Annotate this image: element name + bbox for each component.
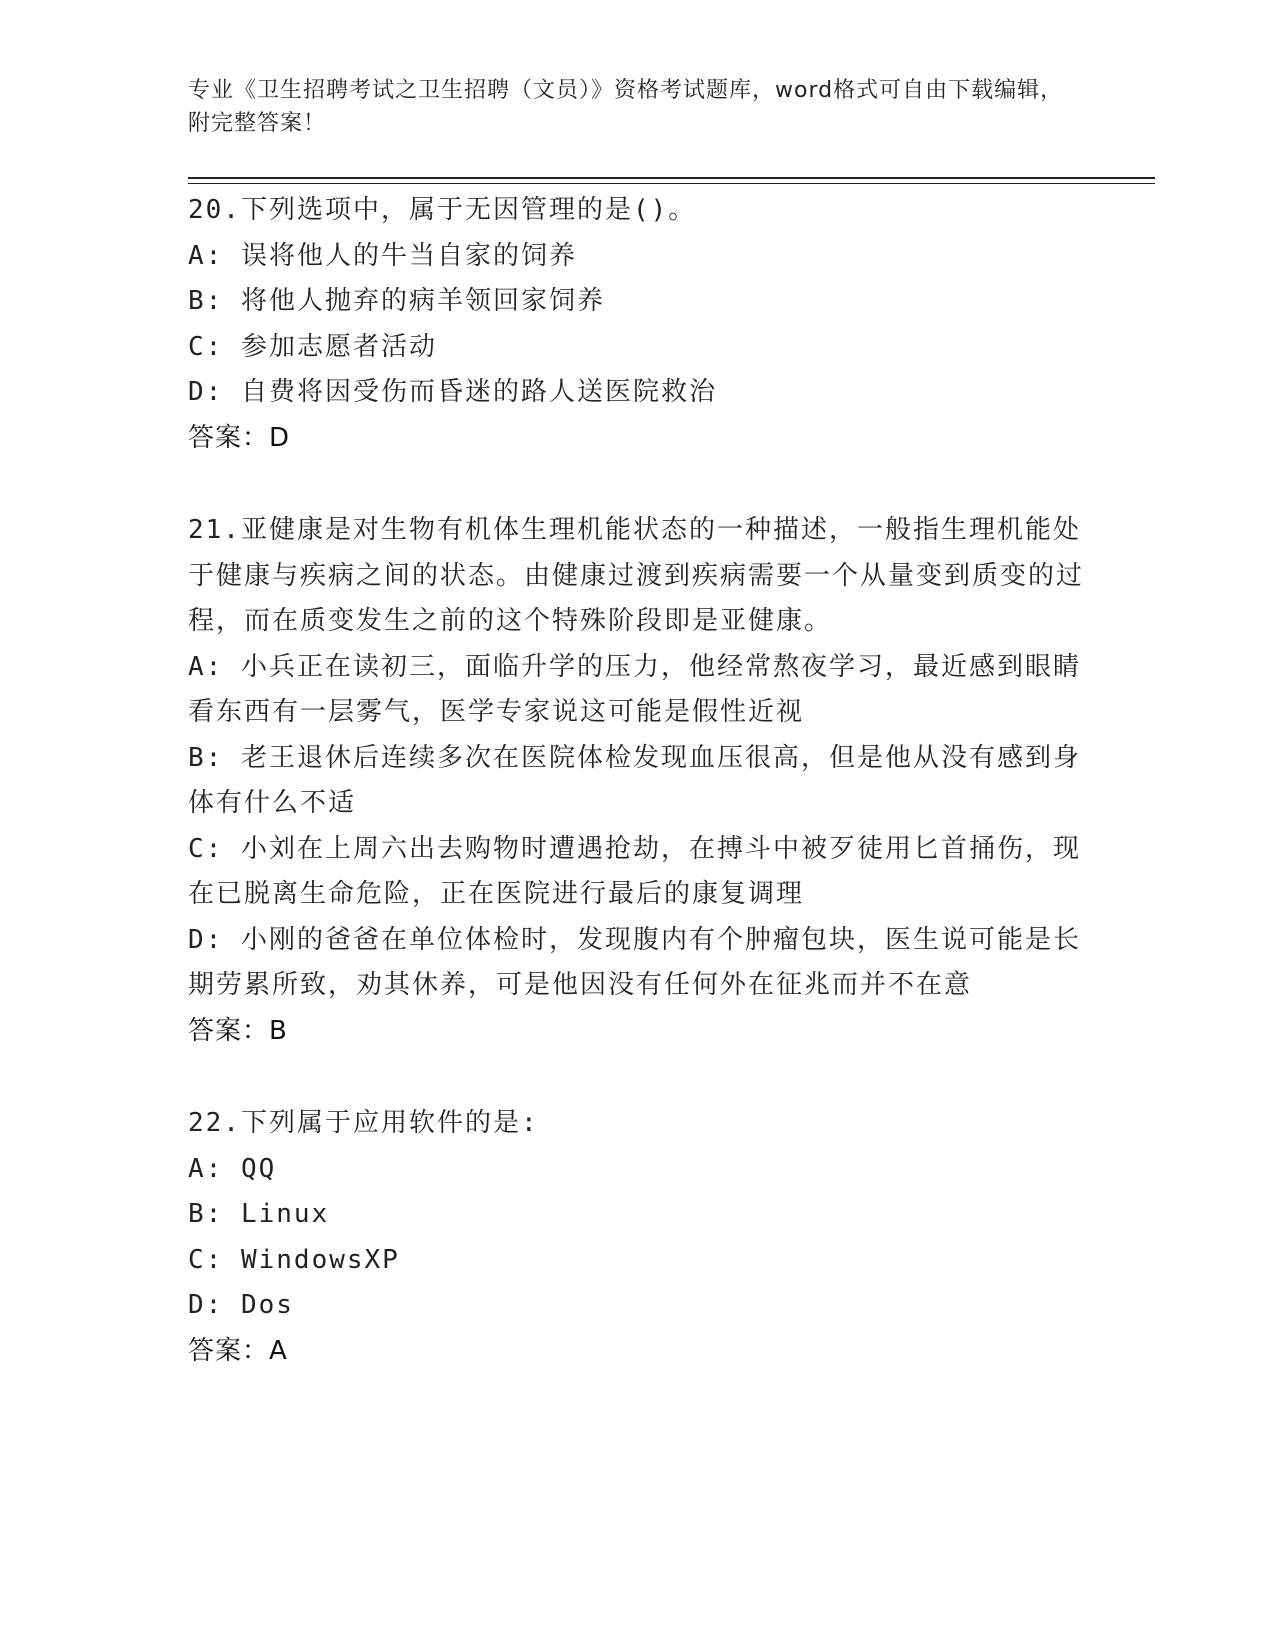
option-a: A: QQ	[188, 1153, 277, 1184]
header-divider-thin	[188, 183, 1155, 184]
question-stem: 20.下列选项中，属于无因管理的是()。	[188, 195, 697, 225]
question-stem: 22.下列属于应用软件的是:	[188, 1108, 539, 1138]
option-c: C: 参加志愿者活动	[188, 331, 437, 362]
option-b: B: Linux	[188, 1199, 330, 1229]
option-d: D: 自费将因受伤而昏迷的路人送医院救治	[188, 377, 717, 407]
question-20	[188, 188, 1088, 461]
option-c: C: 小刘在上周六出去购物时遭遇抢劫，在搏斗中被歹徒用匕首捅伤，现在已脱离生命危险，正在医院进行最后的康复调理	[188, 833, 1081, 909]
answer: 答案：A	[188, 1335, 288, 1366]
question-stem: 21.亚健康是对生物有机体生理机能状态的一种描述，一般指生理机能处于健康与疾病之间的状态。由健康过渡到疾病需要一个从量变到质变的过程，而在质变发生之前的这个特殊阶段即是亚健康。	[188, 515, 1085, 636]
option-b: B: 将他人抛弃的病羊领回家饲养	[188, 286, 605, 316]
option-d: D: 小刚的爸爸在单位体检时，发现腹内有个肿瘤包块，医生说可能是长期劳累所致，劝其休养，可是他因没有任何外在征兆而并不在意	[188, 924, 1081, 1000]
answer: 答案：D	[188, 422, 291, 453]
option-d: D: Dos	[188, 1290, 294, 1320]
option-a: A: 误将他人的牛当自家的饲养	[188, 240, 577, 271]
question-22	[188, 1101, 1088, 1374]
option-c: C: WindowsXP	[188, 1244, 400, 1275]
header-divider-thick	[188, 177, 1155, 179]
document-header: 专业《卫生招聘考试之卫生招聘（文员）》资格考试题库，word格式可自由下载编辑，附完整答案！	[188, 78, 1064, 136]
option-b: B: 老王退休后连续多次在医院体检发现血压很高，但是他从没有感到身体有什么不适	[188, 742, 1081, 818]
option-a: A: 小兵正在读初三，面临升学的压力，他经常熬夜学习，最近感到眼睛看东西有一层雾气，医学专家说这可能是假性近视	[188, 651, 1081, 727]
answer: 答案：B	[188, 1015, 288, 1046]
question-21	[188, 508, 1088, 1054]
